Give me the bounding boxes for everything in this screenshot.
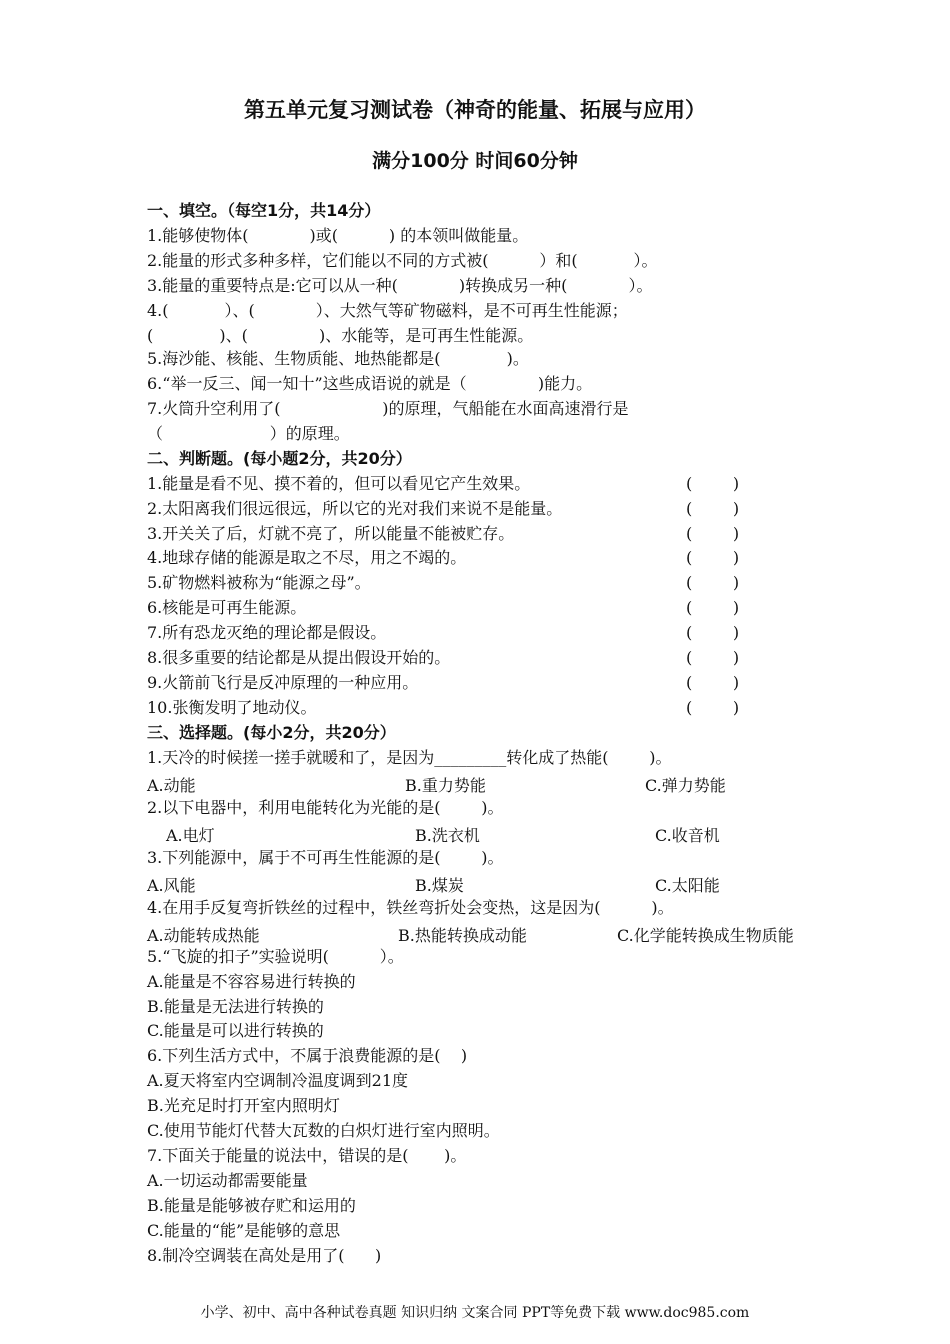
judge-question: 4.地球存储的能源是取之不尽，用之不竭的。 [147, 548, 467, 567]
answer-parens: ( ) [686, 548, 740, 567]
choice-option: A.动能 [147, 776, 196, 795]
answer-parens: ( ) [686, 698, 740, 717]
choice-question: 6.下列生活方式中，不属于浪费能源的是( ) [147, 1046, 468, 1065]
choice-option: A.夏天将室内空调制冷温度调到21度 [147, 1071, 409, 1090]
judge-question: 1.能量是看不见、摸不着的，但可以看见它产生效果。 [147, 474, 531, 493]
section1-heading: 一、填空。（每空1分，共14分） [147, 201, 381, 220]
fill-question: ( )、( )、水能等，是可再生性能源。 [147, 326, 534, 345]
judge-question: 5.矿物燃料被称为“能源之母”。 [147, 573, 371, 592]
fill-question: 6.“举一反三、闻一知十”这些成语说的就是（ )能力。 [147, 374, 593, 393]
section2-heading: 二、判断题。(每小题2分，共20分） [147, 449, 412, 468]
judge-question: 10.张衡发明了地动仪。 [147, 698, 317, 717]
answer-parens: ( ) [686, 648, 740, 667]
section3-heading: 三、选择题。(每小2分，共20分） [147, 723, 396, 742]
fill-question: （ ）的原理。 [147, 424, 350, 443]
choice-option: A.风能 [147, 876, 196, 895]
choice-option: C.弹力势能 [645, 776, 726, 795]
choice-option: A.一切运动都需要能量 [147, 1171, 308, 1190]
answer-parens: ( ) [686, 499, 740, 518]
choice-question: 8.制冷空调装在高处是用了( ) [147, 1246, 382, 1265]
answer-parens: ( ) [686, 524, 740, 543]
answer-parens: ( ) [686, 598, 740, 617]
fill-question: 4.( ）、( ）、大然气等矿物磁料，是不可再生性能源； [147, 301, 628, 320]
fill-question: 2.能量的形式多种多样，它们能以不同的方式被( ）和( ）。 [147, 251, 658, 270]
judge-question: 3.开关关了后，灯就不亮了，所以能量不能被贮存。 [147, 524, 515, 543]
choice-option: C.收音机 [655, 826, 720, 845]
choice-question: 2.以下电器中，利用电能转化为光能的是( )。 [147, 798, 504, 817]
fill-question: 5.海沙能、核能、生物质能、地热能都是( )。 [147, 349, 529, 368]
choice-question: 5.“飞旋的扣子”实验说明( ）。 [147, 947, 404, 966]
choice-option: C.能量是可以进行转换的 [147, 1021, 324, 1040]
choice-option: B.重力势能 [405, 776, 486, 795]
choice-option: C.使用节能灯代替大瓦数的白炽灯进行室内照明。 [147, 1121, 500, 1140]
choice-option: B.热能转换成动能 [398, 926, 527, 945]
fill-question: 7.火筒升空利用了( )的原理，气船能在水面高速滑行是 [147, 399, 629, 418]
choice-option: C.化学能转换成生物质能 [617, 926, 794, 945]
answer-parens: ( ) [686, 573, 740, 592]
choice-option: C.太阳能 [655, 876, 720, 895]
judge-question: 6.核能是可再生能源。 [147, 598, 307, 617]
choice-option: B.光充足时打开室内照明灯 [147, 1096, 340, 1115]
answer-parens: ( ) [686, 474, 740, 493]
page-subtitle: 满分100分 时间60分钟 [372, 150, 578, 172]
choice-option: B.煤炭 [415, 876, 464, 895]
choice-option: A.动能转成热能 [147, 926, 260, 945]
choice-question: 4.在用手反复弯折铁丝的过程中，铁丝弯折处会变热，这是因为( )。 [147, 898, 674, 917]
answer-parens: ( ) [686, 623, 740, 642]
judge-question: 9.火箭前飞行是反冲原理的一种应用。 [147, 673, 419, 692]
choice-option: B.能量是无法进行转换的 [147, 997, 324, 1016]
choice-option: A.能量是不容容易进行转换的 [147, 972, 356, 991]
page-footer: 小学、初中、高中各种试卷真题 知识归纳 文案合同 PPT等免费下载 www.doc985.com [200, 1305, 750, 1321]
judge-question: 8.很多重要的结论都是从提出假设开始的。 [147, 648, 451, 667]
fill-question: 1.能够使物体( )或( ) 的本领叫做能量。 [147, 226, 529, 245]
choice-question: 7.下面关于能量的说法中，错误的是( )。 [147, 1146, 467, 1165]
choice-option: B.洗衣机 [415, 826, 480, 845]
answer-parens: ( ) [686, 673, 740, 692]
choice-option: B.能量是能够被存贮和运用的 [147, 1196, 356, 1215]
fill-question: 3.能量的重要特点是:它可以从一种( )转换成另一种( ）。 [147, 276, 653, 295]
choice-question: 1.天冷的时候搓一搓手就暖和了，是因为_________转化成了热能( )。 [147, 748, 672, 767]
choice-option: A.电灯 [166, 826, 215, 845]
page-title: 第五单元复习测试卷（神奇的能量、拓展与应用） [244, 98, 706, 122]
judge-question: 2.太阳离我们很远很远，所以它的光对我们来说不是能量。 [147, 499, 563, 518]
choice-question: 3.下列能源中，属于不可再生性能源的是( )。 [147, 848, 504, 867]
choice-option: C.能量的“能”是能够的意思 [147, 1221, 341, 1240]
judge-question: 7.所有恐龙灭绝的理论都是假设。 [147, 623, 387, 642]
